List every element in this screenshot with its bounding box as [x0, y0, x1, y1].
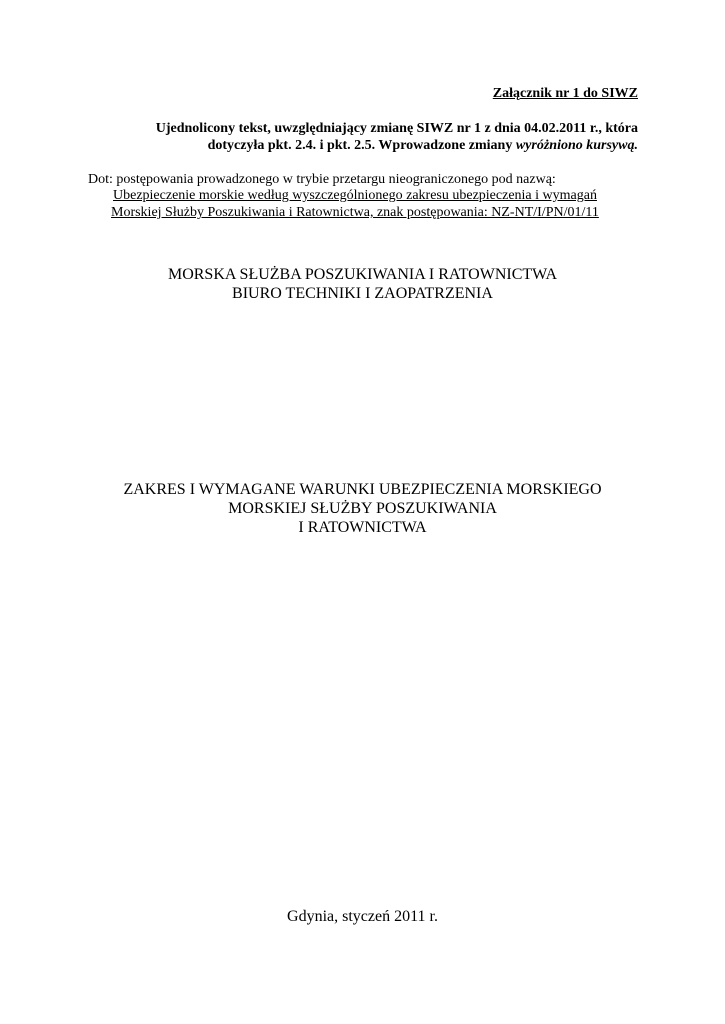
subject-intro: Dot: postępowania prowadzonego w trybie przetargu nieograniczonego pod nazwą:	[88, 172, 556, 187]
attachment-label: Załącznik nr 1 do SIWZ	[492, 86, 638, 101]
institution-department: BIURO TECHNIKI I ZAOPATRZENIA	[232, 285, 493, 302]
unified-text-plain: dotyczyła pkt. 2.4. i pkt. 2.5. Wprowadzone zmiany	[207, 138, 516, 153]
place-date: Gdynia, styczeń 2011 r.	[287, 908, 438, 925]
unified-text-italic: wyróżniono kursywą.	[515, 138, 638, 153]
institution-name: MORSKA SŁUŻBA POSZUKIWANIA I RATOWNICTWA	[167, 266, 558, 283]
unified-text-line-1: Ujednolicony tekst, uwzględniający zmianę SIWZ nr 1 z dnia 04.02.2011 r., która	[155, 121, 638, 136]
document-title-line-3: I RATOWNICTWA	[298, 519, 427, 536]
subject-line-2: Morskiej Służby Poszukiwania i Ratownictwa, znak postępowania: NZ-NT/I/PN/01/11	[111, 205, 599, 220]
document-title-line-2: MORSKIEJ SŁUŻBY POSZUKIWANIA	[228, 500, 497, 517]
unified-text-line-2	[208, 138, 638, 154]
subject-line-1: Ubezpieczenie morskie według wyszczególnionego zakresu ubezpieczenia i wymagań	[113, 188, 597, 203]
document-title-line-1: ZAKRES I WYMAGANE WARUNKI UBEZPIECZENIA MORSKIEGO	[123, 481, 602, 498]
